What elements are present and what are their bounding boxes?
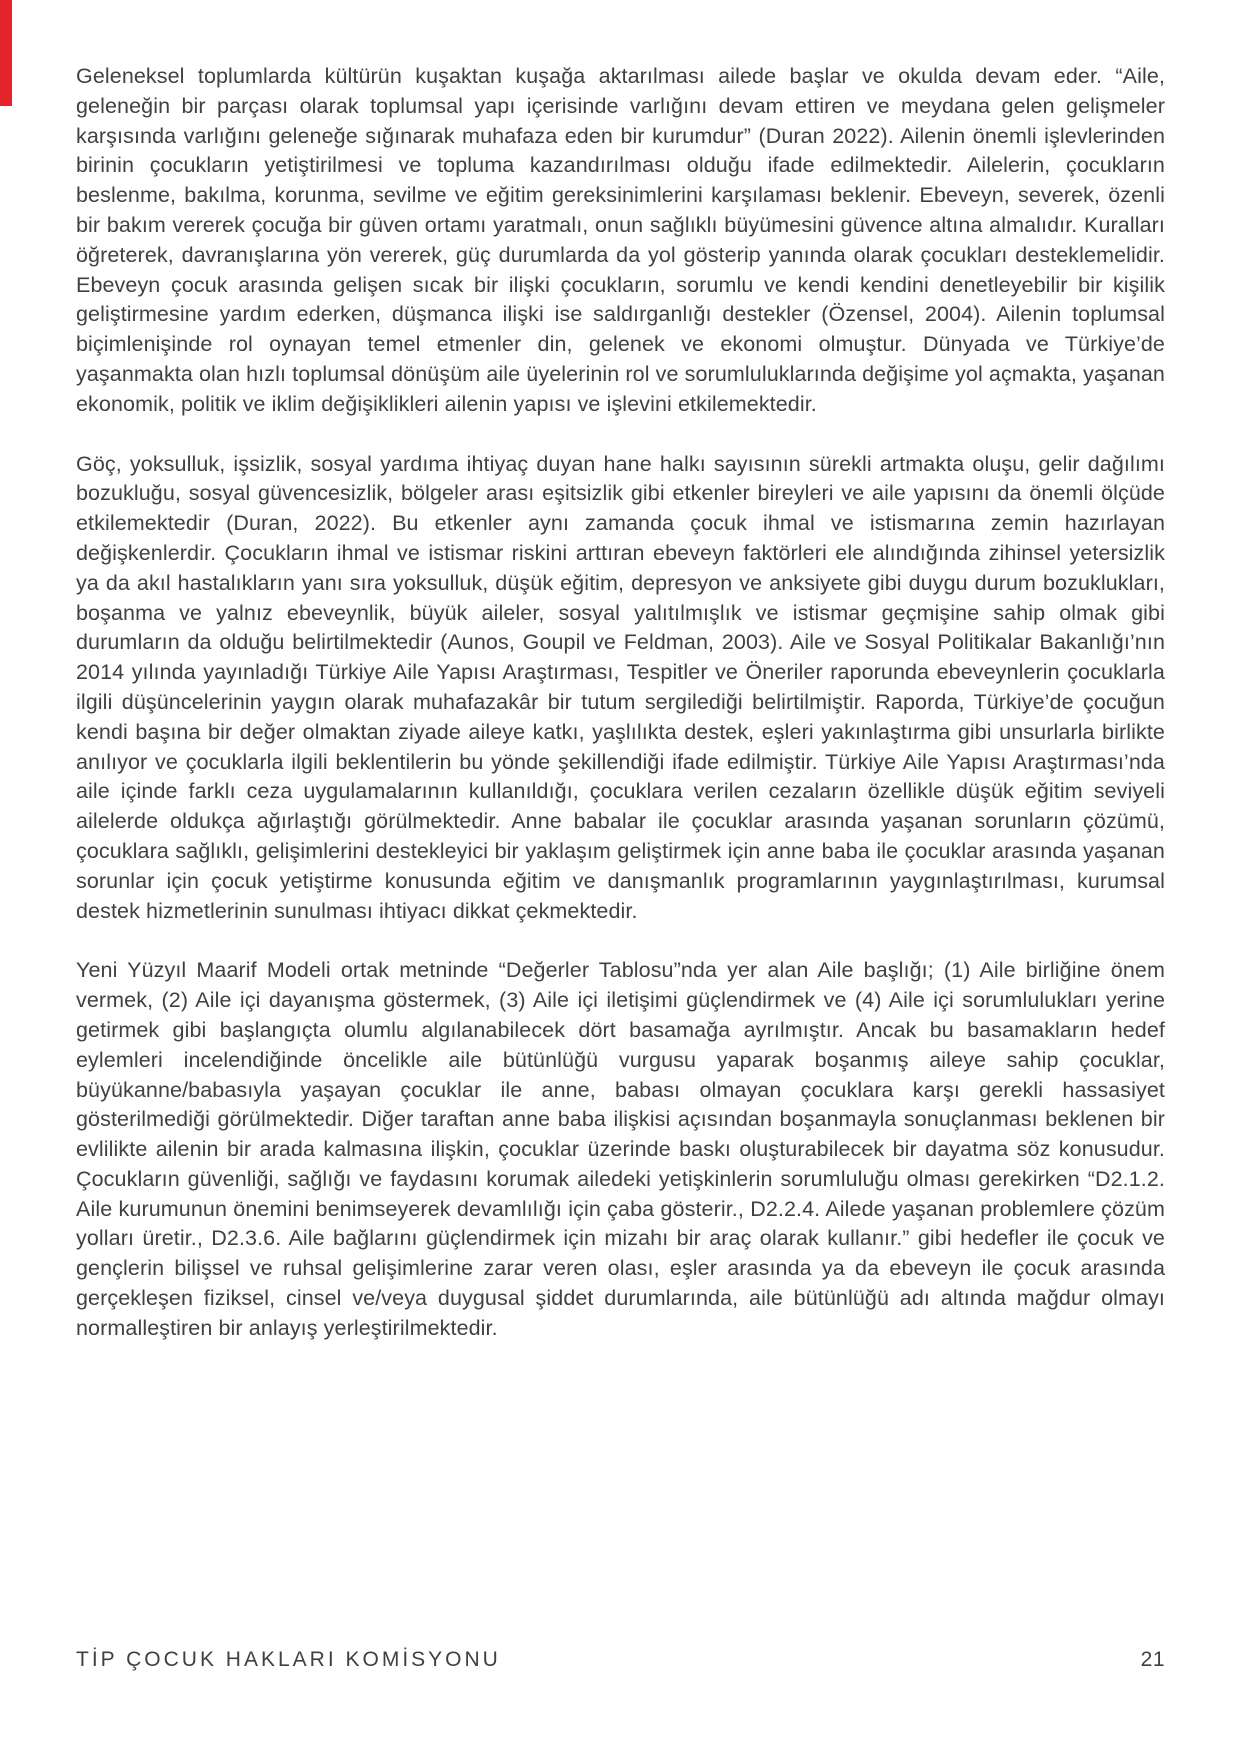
paragraph-family-tradition: Geleneksel toplumlarda kültürün kuşaktan kuşağa aktarılması ailede başlar ve okulda devam eder. “Aile, geleneğin bir parçası olarak toplumsal yapı içerisinde varlığını devam ettiren ve meydana gelen gelişmeler karşısında varlığını geleneğe sığınarak muhafaza eden bir kurumdur” (Duran 2022). Ailenin önemli işlevlerinden birinin çocukların yetiştirilmesi ve topluma kazandırılması olduğu ifade edilmektedir. Ailelerin, çocukların beslenme, bakılma, korunma, sevilme ve eğitim gereksinimlerini karşılaması beklenir. Ebeveyn, severek, özenli bir bakım vererek çocuğa bir güven ortamı yaratmalı, onun sağlıklı büyümesini güvence altına almalıdır. Kuralları öğreterek, davranışlarına yön vererek, güç durumlarda da yol gösterip yanında olarak çocukları desteklemelidir. Ebeveyn çocuk arasında gelişen sıcak bir ilişki çocukların, sorumlu ve kendi kendini denetleyebilir bir kişilik geliştirmesine yardım ederken, düşmanca ilişki ise saldırganlığı destekler (Özensel, 2004). Ailenin toplumsal biçimlenişinde rol oynayan temel etmenler din, gelenek ve ekonomi olmuştur. Dünyada ve Türkiye’de yaşanmakta olan hızlı toplumsal dönüşüm aile üyelerinin rol ve sorumluluklarında değişime yol açmakta, yaşanan ekonomik, politik ve iklim değişiklikleri ailenin yapısı ve işlevini etkilemektedir. xyxy=(76,64,1165,416)
page-footer xyxy=(76,1648,1165,1672)
paragraph-socioeconomic-factors: Göç, yoksulluk, işsizlik, sosyal yardıma ihtiyaç duyan hane halkı sayısının sürekli artmakta oluşu, gelir dağılımı bozukluğu, sosyal güvencesizlik, bölgeler arası eşitsizlik gibi etkenler bireyleri ve aile yapısını da önemli ölçüde etkilemektedir (Duran, 2022). Bu etkenler aynı zamanda çocuk ihmal ve istismarına zemin hazırlayan değişkenlerdir. Çocukların ihmal ve istismar riskini arttıran ebeveyn faktörleri ele alındığında zihinsel yetersizlik ya da akıl hastalıkların yanı sıra yoksulluk, düşük eğitim, depresyon ve anksiyete gibi duygu durum bozuklukları, boşanma ve yalnız ebeveynlik, büyük aileler, sosyal yalıtılmışlık ve istismar geçmişine sahip olmak gibi durumların da olduğu belirtilmektedir (Aunos, Goupil ve Feldman, 2003). Aile ve Sosyal Politikalar Bakanlığı’nın 2014 yılında yayınladığı Türkiye Aile Yapısı Araştırması, Tespitler ve Öneriler raporunda ebeveynlerin çocuklarla ilgili düşüncelerinin yaygın olarak muhafazakâr bir tutum sergilediği belirtilmiştir. Raporda, Türkiye’de çocuğun kendi başına bir değer olmaktan ziyade aileye katkı, yaşlılıkta destek, eşleri yakınlaştırma gibi unsurlarla birlikte anılıyor ve çocuklarla ilgili beklentilerin bu yönde şekillendiği ifade edilmiştir. Türkiye Aile Yapısı Araştırması’nda aile içinde farklı ceza uygulamalarının kullanıldığı, çocuklara verilen cezaların özellikle düşük eğitim seviyeli ailelerde oldukça ağırlaştığı görülmektedir. Anne babalar ile çocuklar arasında yaşanan sorunların çözümü, çocuklara sağlıklı, gelişimlerini destekleyici bir yaklaşım geliştirmek için anne baba ile çocuklar arasında yaşanan sorunlar için çocuk yetiştirme konusunda eğitim ve danışmanlık programlarının yaygınlaştırılması, kurumsal destek hizmetlerinin sunulması ihtiyacı dikkat çekmektedir. xyxy=(76,451,1165,923)
paragraph-maarif-model: Yeni Yüzyıl Maarif Modeli ortak metninde “Değerler Tablosu”nda yer alan Aile başlığı; (1) Aile birliğine önem vermek, (2) Aile içi dayanışma göstermek, (3) Aile içi iletişimi güçlendirmek ve (4) Aile içi sorumlulukları yerine getirmek gibi başlangıçta olumlu algılanabilecek dört basamağa ayrılmıştır. Ancak bu basamakların hedef eylemleri incelendiğinde öncelikle aile bütünlüğü vurgusu yaparak boşanmış aileye sahip çocuklar, büyükanne/babasıyla yaşayan çocuklar ile anne, babası olmayan çocuklara karşı gerekli hassasiyet gösterilmediği görülmektedir. Diğer taraftan anne baba ilişkisi açısından boşanmayla sonuçlanması beklenen bir evlilikte ailenin bir arada kalmasına ilişkin, çocuklar üzerinde baskı oluşturabilecek bir dayatma söz konusudur. Çocukların güvenliği, sağlığı ve faydasını korumak ailedeki yetişkinlerin sorumluluğu olması gerekirken “D2.1.2. Aile kurumunun önemini benimseyerek devamlılığı için çaba gösterir., D2.2.4. Ailede yaşanan problemlere çözüm yolları üretir., D2.3.6. Aile bağlarını güçlendirmek için mizahı bir araç olarak kullanır.” gibi hedefler ile çocuk ve gençlerin bilişsel ve ruhsal gelişimlerine zarar veren olası, eşler arasında ya da ebeveyn ile çocuk arasında gerçekleşen fiziksel, cinsel ve/veya duygusal şiddet durumlarında, aile bütünlüğü adı altında mağdur olmayı normalleştiren bir anlayış yerleştirilmektedir. xyxy=(76,958,1165,1340)
page-number: 21 xyxy=(1140,1648,1165,1671)
red-accent-bar xyxy=(0,0,12,106)
footer-organization-label: TİP ÇOCUK HAKLARI KOMİSYONU xyxy=(76,1648,501,1671)
body-text xyxy=(76,62,1165,1374)
